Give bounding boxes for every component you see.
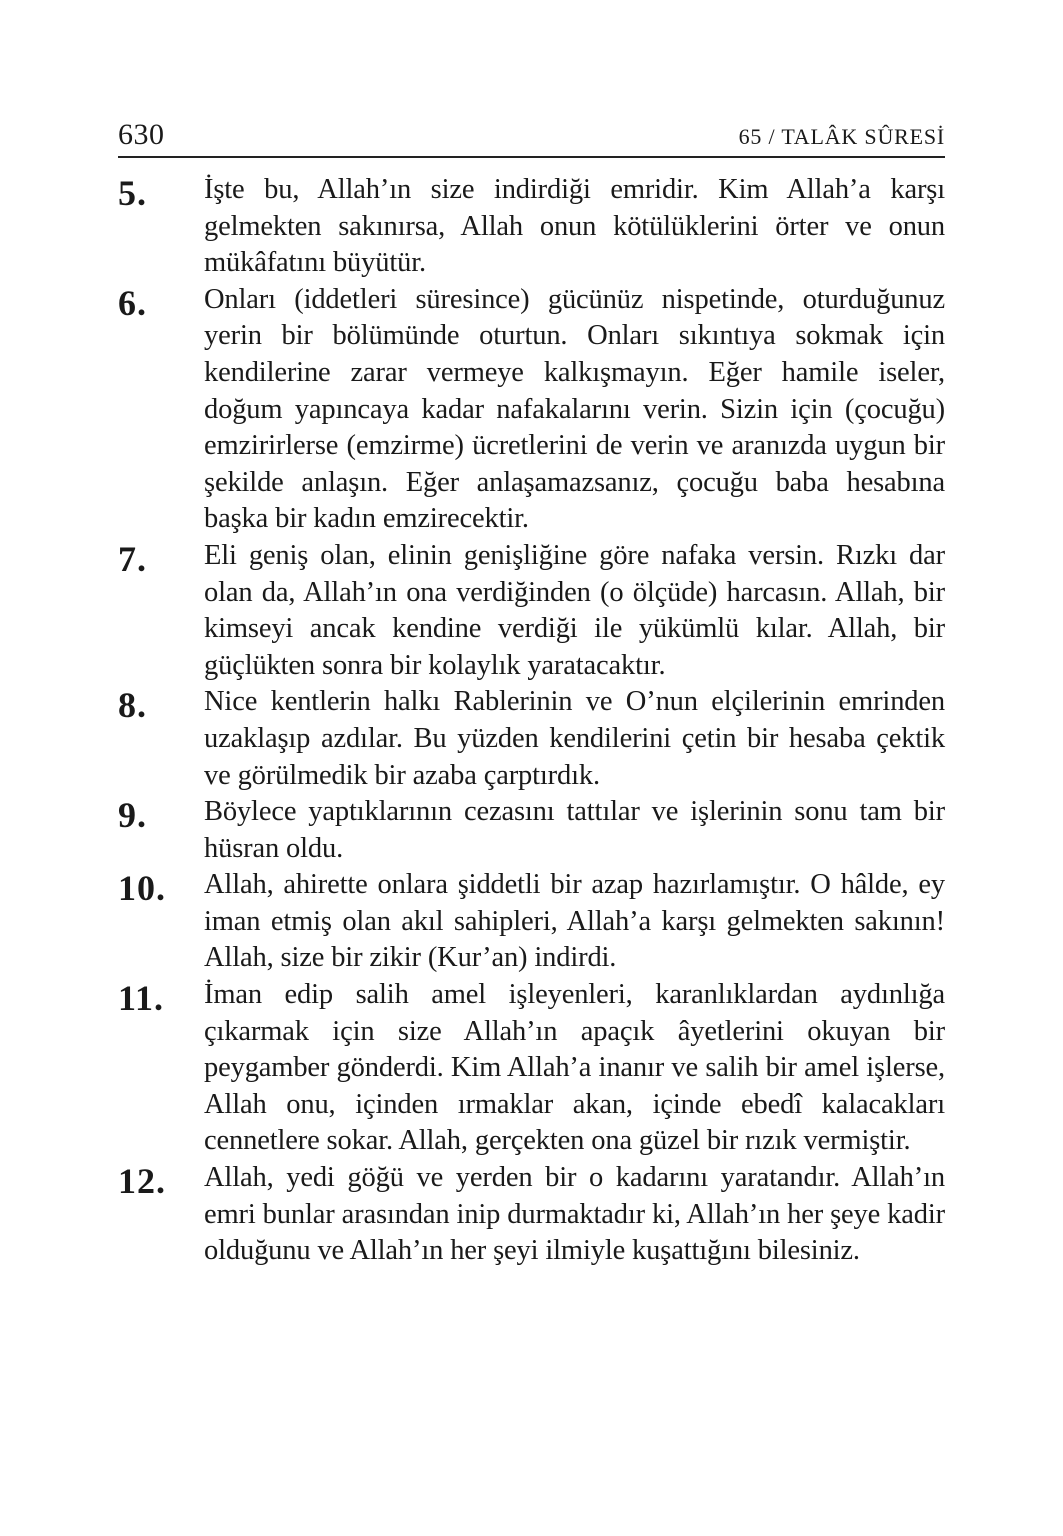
verse-number: 7. <box>118 538 147 579</box>
verse-list <box>118 172 945 1270</box>
verse-number: 11. <box>118 978 165 1019</box>
verse-text: İman edip salih amel işleyenleri, karanlıklardan aydınlığa çıkarmak için size Allah’ın apaçık âyetlerini okuyan bir peygamber gönderdi. Kim Allah’a inanır ve salih bir amel işlerse, Allah onu, içinden ırmaklar akan, içinde ebedî kalacakları cennetlere sokar. Allah, gerçekten ona güzel bir rızık vermiştir. <box>204 979 945 1157</box>
verse-number: 9. <box>118 795 147 836</box>
verse-9 <box>118 794 945 867</box>
verse-text: Onları (iddetleri süresince) gücünüz nispetinde, oturduğunuz yerin bir bölümünde oturtun. Onları sıkıntıya sokmak için kendilerine zarar vermeye kalkışmayın. Eğer hamile iseler, doğum yapıncaya kadar nafakalarını verin. Sizin için (çocuğu) emzirirlerse (emzirme) ücretlerini de verin ve aranızda uygun bir şekilde anlaşın. Eğer anlaşamazsanız, çocuğu baba hesabına başka bir kadın emzirecektir. <box>204 283 945 535</box>
verse-text: Eli geniş olan, elinin genişliğine göre nafaka versin. Rızkı dar olan da, Allah’ın ona verdiğinden (o ölçüde) harcasın. Allah, bir kimseyi ancak kendine verdiği ile yükümlü kılar. Allah, bir güçlükten sonra bir kolaylık yaratacaktır. <box>204 539 945 681</box>
running-title: 65 / TALÂK SÛRESİ <box>738 124 945 149</box>
verse-8 <box>118 684 945 794</box>
verse-12 <box>118 1160 945 1270</box>
verse-number: 5. <box>118 173 147 213</box>
verse-number: 10. <box>118 868 166 909</box>
verse-text: Allah, yedi göğü ve yerden bir o kadarını yaratandır. Allah’ın emri bunlar arasından inip durmaktadır ki, Allah’ın her şeye kadir olduğunu ve Allah’ın her şeyi ilmiyle kuşattığını bilesiniz. <box>204 1162 945 1267</box>
verse-text: Nice kentlerin halkı Rablerinin ve O’nun elçilerinin emrinden uzaklaşıp azdılar. Bu yüzden kendilerini çetin bir hesaba çektik ve görülmedik bir azaba çarptırdık. <box>204 686 945 791</box>
verse-number: 6. <box>118 282 147 323</box>
verse-7 <box>118 538 945 684</box>
verse-text: İşte bu, Allah’ın size indirdiği emridir. Kim Allah’a karşı gelmekten sakınırsa, Allah onun kötülüklerini örter ve onun mükâfatını büyütür. <box>204 174 945 279</box>
page-header <box>118 116 945 158</box>
verse-10 <box>118 867 945 977</box>
page-number: 630 <box>118 118 165 151</box>
verse-11 <box>118 977 945 1160</box>
verse-5 <box>118 172 945 282</box>
verse-number: 12. <box>118 1161 166 1202</box>
verse-6 <box>118 282 945 538</box>
verse-number: 8. <box>118 685 147 726</box>
verse-text: Böylece yaptıklarının cezasını tattılar ve işlerinin sonu tam bir hüsran oldu. <box>204 796 945 864</box>
verse-text: Allah, ahirette onlara şiddetli bir azap hazırlamıştır. O hâlde, ey iman etmiş olan akıl sahipleri, Allah’a karşı gelmekten sakının! Allah, size bir zikir (Kur’an) indirdi. <box>204 869 945 974</box>
